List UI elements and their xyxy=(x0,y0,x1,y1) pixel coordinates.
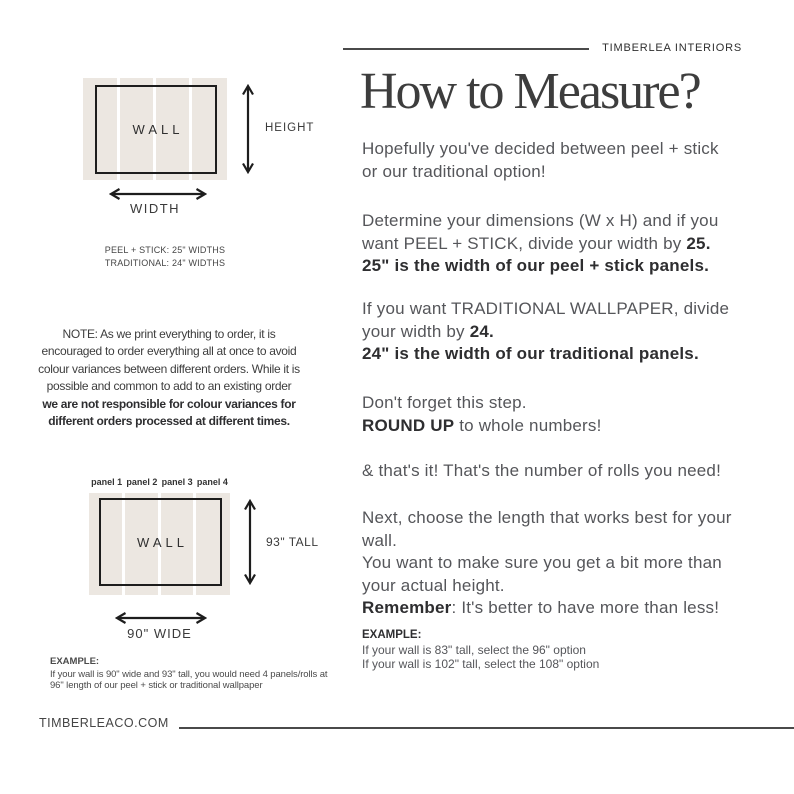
width-value-label: 90" WIDE xyxy=(127,626,192,641)
panels-example-block xyxy=(50,656,327,691)
example-heading: EXAMPLE: xyxy=(362,629,422,641)
round-up-paragraph: Don't forget this step. ROUND UP to whole numbers! xyxy=(362,393,602,435)
example-heading: EXAMPLE: xyxy=(50,656,100,667)
example-line: If your wall is 102" tall, select the 108" option xyxy=(362,656,600,671)
width-label: WIDTH xyxy=(129,201,181,216)
panel-width-caption xyxy=(95,244,235,269)
panel-label-3: panel 3 xyxy=(161,477,193,487)
traditional-paragraph: If you want TRADITIONAL WALLPAPER, divide your width by 24. 24" is the width of our traditional panels. xyxy=(362,299,730,364)
wall-outline xyxy=(99,498,222,586)
wall-label: WALL xyxy=(132,122,184,137)
panel-label-1: panel 1 xyxy=(91,477,123,487)
length-example-block xyxy=(362,629,599,671)
intro-paragraph: Hopefully you've decided between peel + stick or our traditional option! xyxy=(362,139,719,181)
wall-label: WALL xyxy=(137,534,188,550)
note-paragraph: NOTE: As we print everything to order, it is encouraged to order everything all at once to avoid colour variances between different orders. While it is possible and common to add to an existing order we are not responsible for colour variances for different orders processed at different times. xyxy=(38,327,300,429)
panel-labels xyxy=(89,477,230,487)
panel-label-4: panel 4 xyxy=(196,477,228,487)
example-line: If your wall is 90" wide and 93" tall, you would need 4 panels/rolls at xyxy=(50,669,328,680)
length-paragraph: Next, choose the length that works best for your wall. You want to make sure you get a bit more than your actual height. Remember: It's better to have more than less! xyxy=(362,508,732,618)
peel-stick-paragraph: Determine your dimensions (W x H) and if you want PEEL + STICK, divide your width by 25. 25" is the width of our peel + stick panels. xyxy=(362,211,719,276)
wall-diagram-example xyxy=(89,493,230,595)
caption-line: PEEL + STICK: 25" WIDTHS xyxy=(104,245,226,255)
width-arrow-icon xyxy=(109,186,207,202)
website-url: TIMBERLEACO.COM xyxy=(39,716,169,730)
caption-line: TRADITIONAL: 24" WIDTHS xyxy=(104,257,226,268)
footer-rule xyxy=(179,727,794,729)
rolls-needed-paragraph: & that's it! That's the number of rolls you need! xyxy=(362,461,721,480)
example-line: If your wall is 83" tall, select the 96" option xyxy=(362,643,586,657)
wall-outline xyxy=(95,85,217,174)
panel-label-2: panel 2 xyxy=(126,477,158,487)
width-arrow-icon xyxy=(115,610,207,626)
wall-diagram-basic xyxy=(83,78,227,180)
page-title: How to Measure? xyxy=(360,63,700,120)
brand-name: TIMBERLEA INTERIORS xyxy=(602,42,742,54)
example-line: 96" length of our peel + stick or traditional wallpaper xyxy=(50,680,263,692)
height-arrow-icon xyxy=(242,499,258,585)
height-value-label: 93" TALL xyxy=(266,535,319,549)
height-arrow-icon xyxy=(240,84,256,174)
height-label: HEIGHT xyxy=(265,122,315,134)
